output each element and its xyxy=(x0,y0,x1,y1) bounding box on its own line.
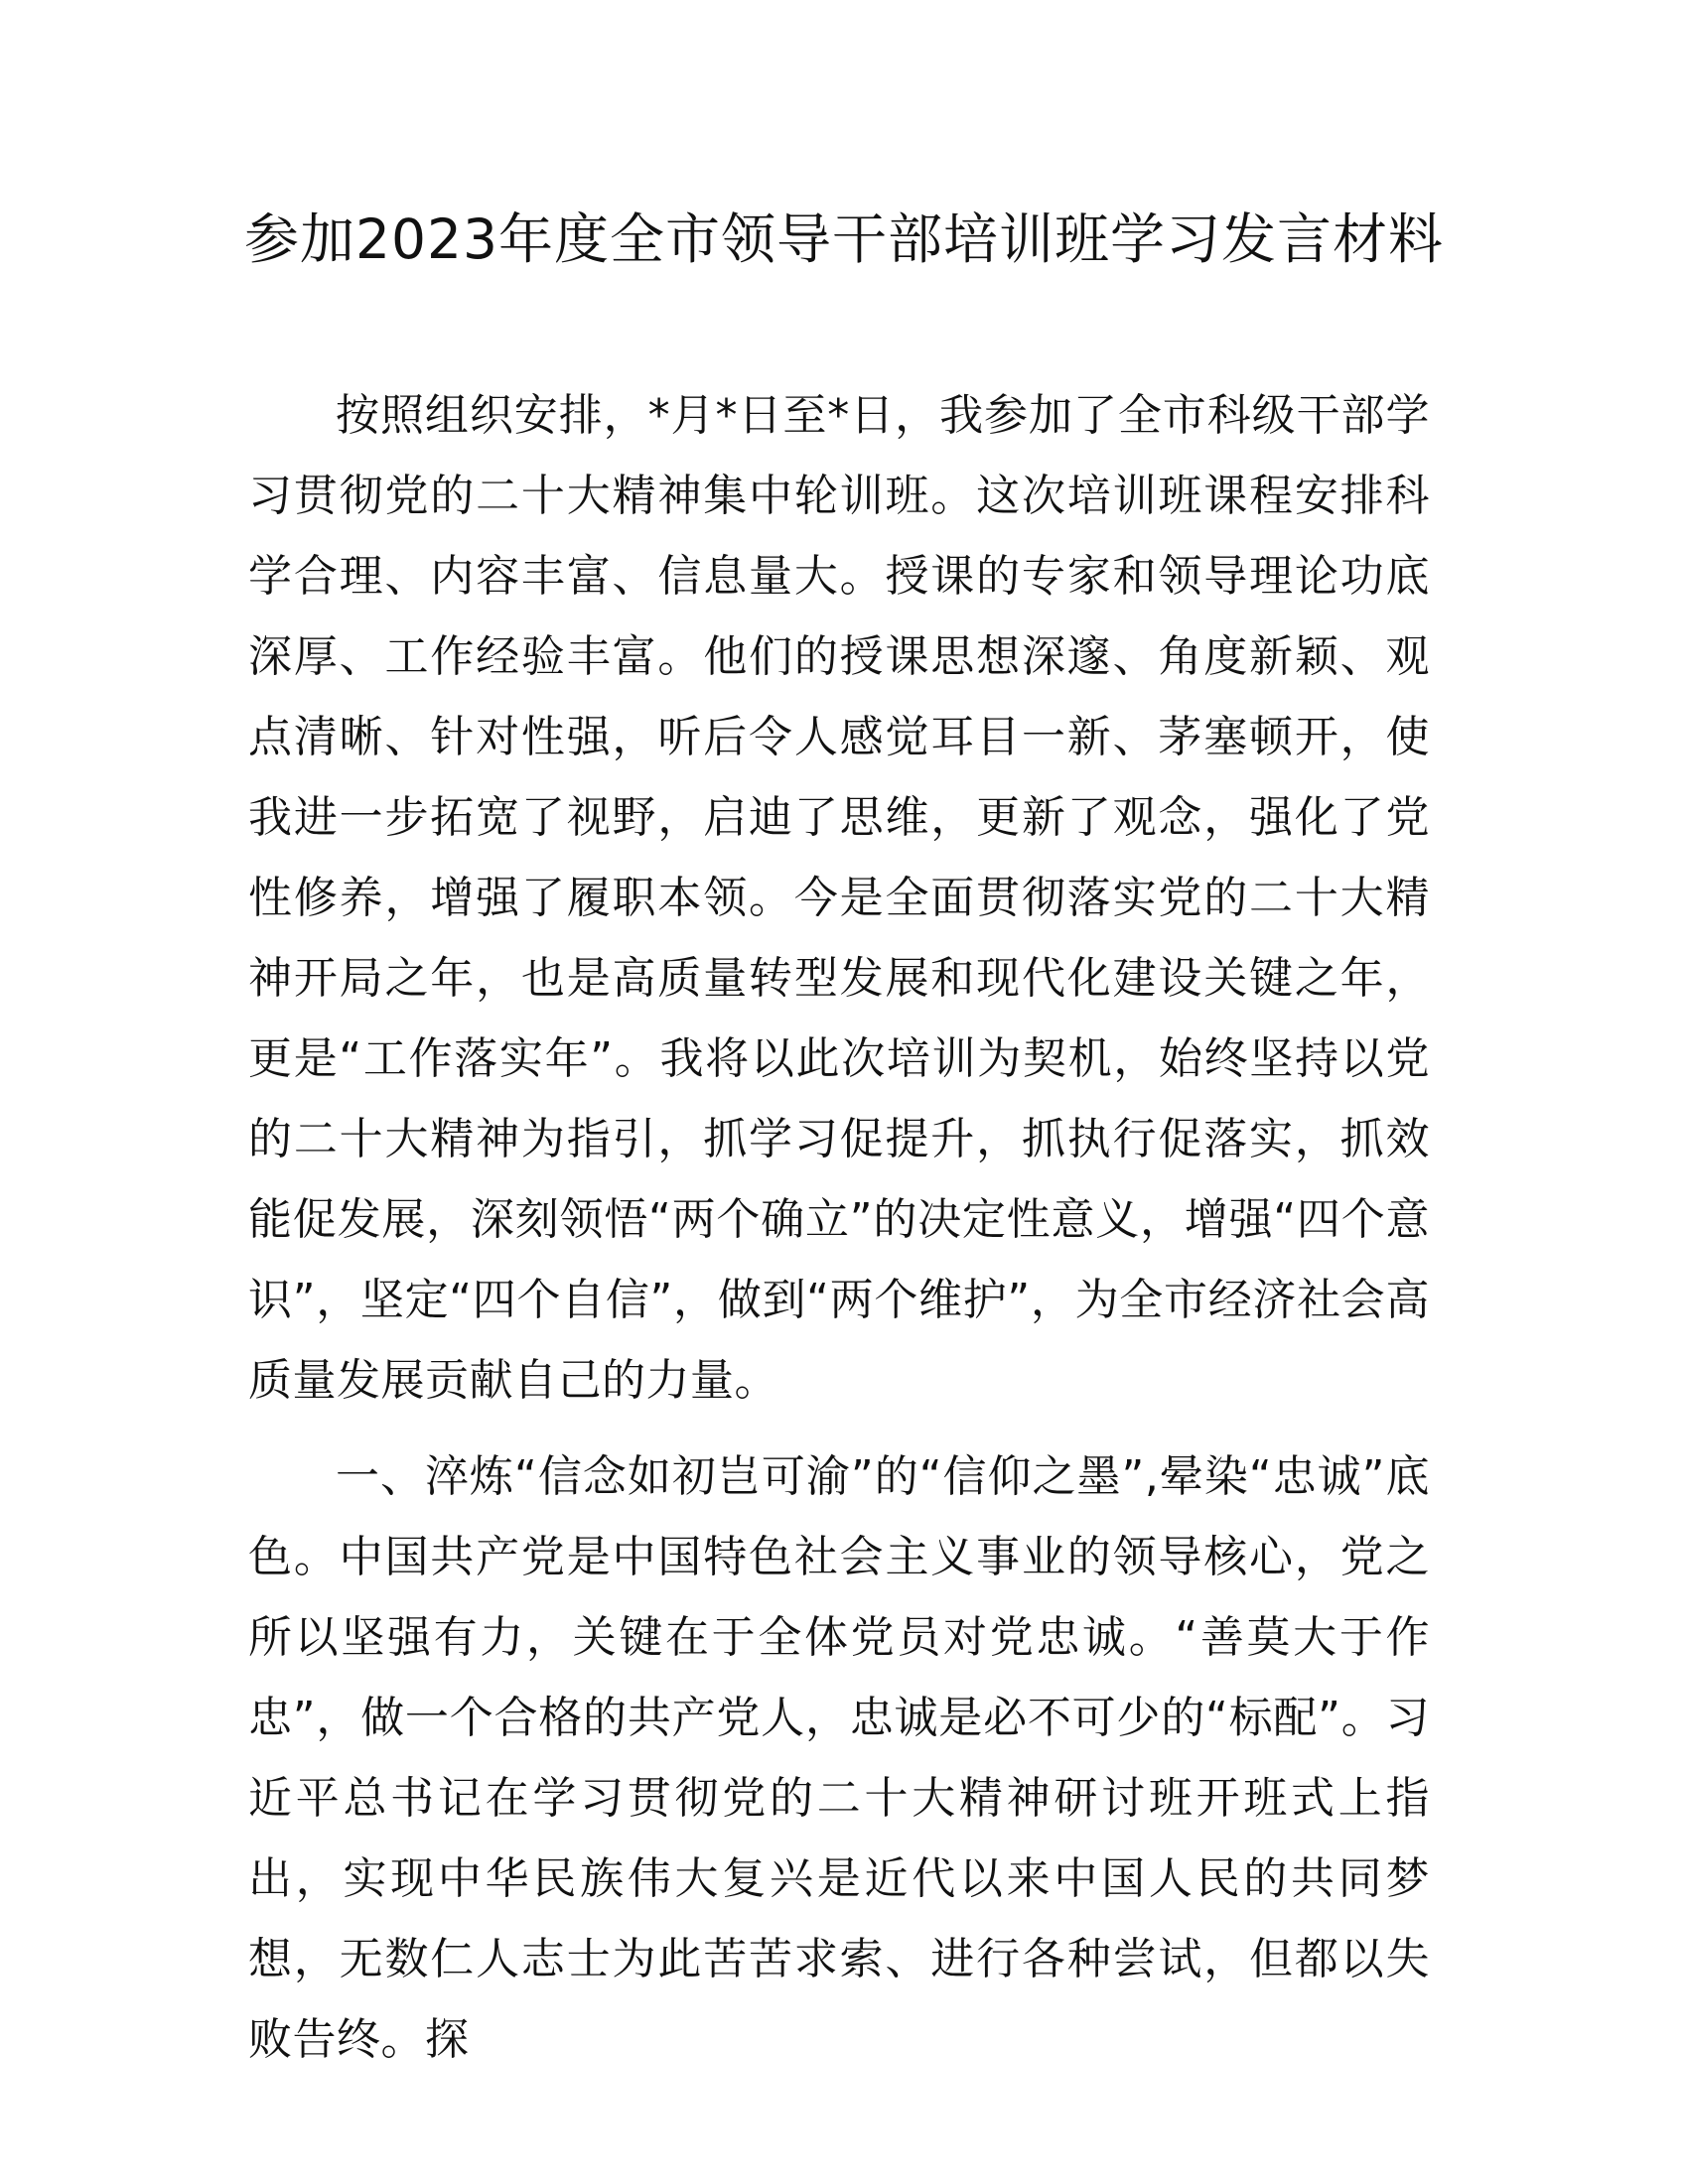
paragraph-intro: 按照组织安排，*月*日至*日，我参加了全市科级干部学习贯彻党的二十大精神集中轮训班。这次培训班课程安排科学合理、内容丰富、信息量大。授课的专家和领导理论功底深厚、工作经验丰富。他们的授课思想深邃、角度新颖、观点清晰、针对性强，听后令人感觉耳目一新、茅塞顿开，使我进一步拓宽了视野，启迪了思维，更新了观念，强化了党性修养，增强了履职本领。今是全面贯彻落实党的二十大精神开局之年，也是高质量转型发展和现代化建设关键之年，更是“工作落实年”。我将以此次培训为契机，始终坚持以党的二十大精神为指引，抓学习促提升，抓执行促落实，抓效能促发展，深刻领悟“两个确立”的决定性意义，增强“四个意识”，坚定“四个自信”，做到“两个维护”，为全市经济社会高质量发展贡献自己的力量。 xyxy=(248,390,1430,1406)
document-body xyxy=(248,375,1430,2096)
document-title: 参加2023年度全市领导干部培训班学习发言材料 xyxy=(244,207,1444,271)
paragraph-section-one: 一、淬炼“信念如初岂可渝”的“信仰之墨”,晕染“忠诚”底色。中国共产党是中国特色社会主义事业的领导核心，党之所以坚强有力，关键在于全体党员对党忠诚。“善莫大于作忠”，做一个合格的共产党人，忠诚是必不可少的“标配”。习近平总书记在学习贯彻党的二十大精神研讨班开班式上指出，实现中华民族伟大复兴是近代以来中国人民的共同梦想，无数仁人志士为此苦苦求索、进行各种尝试，但都以失败告终。探 xyxy=(248,1451,1430,2065)
